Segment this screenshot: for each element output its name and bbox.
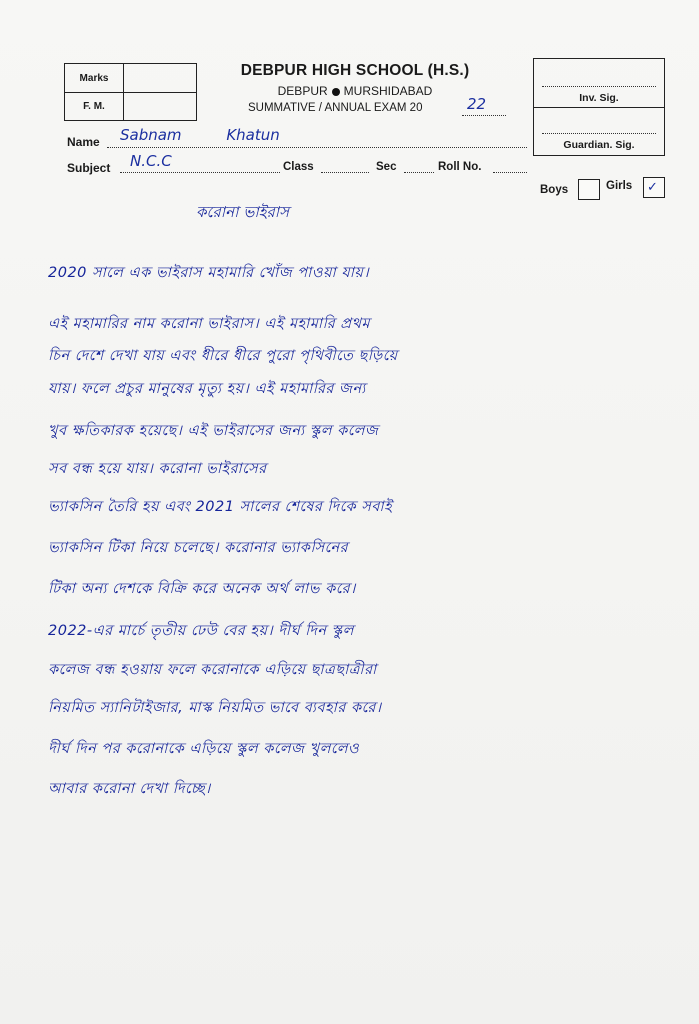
full-marks-row	[65, 92, 196, 120]
roll-line	[493, 172, 527, 173]
inv-sig-label: Inv. Sig.	[579, 92, 619, 104]
essay-line: এই মহামারির নাম করোনা ভাইরাস। এই মহামারি প্রথম	[48, 316, 371, 332]
essay-line: খুব ক্ষতিকারক হয়েছে। এই ভাইরাসের জন্য স্কুল কলেজ	[48, 423, 379, 439]
place-left: DEBPUR	[277, 84, 328, 98]
place-right: MURSHIDABAD	[343, 84, 433, 98]
sec-label: Sec	[376, 161, 397, 173]
marks-box	[64, 63, 197, 121]
name-value-handwritten: Sabnam Khatun	[120, 126, 280, 144]
guardian-sig-line	[542, 133, 656, 134]
check-mark-icon: ✓	[647, 179, 658, 194]
essay-line: 2022-এর মার্চে তৃতীয় ঢেউ বের হয়। দীর্ঘ দিন স্কুল	[48, 623, 354, 639]
essay-line: ভ্যাকসিন তৈরি হয় এবং 2021 সালের শেষের দিকে সবাই	[48, 499, 393, 515]
exam-label: SUMMATIVE / ANNUAL EXAM 20	[248, 102, 423, 114]
marks-row	[65, 64, 196, 93]
essay-line: 2020 সালে এক ভাইরাস মহামারি খোঁজ পাওয়া যায়।	[48, 265, 370, 281]
roll-label: Roll No.	[438, 161, 482, 173]
school-place	[210, 84, 500, 98]
essay-line: যায়। ফলে প্রচুর মানুষের মৃত্যু হয়। এই মহামারির জন্য	[48, 381, 366, 397]
signature-divider	[534, 107, 664, 108]
subject-label: Subject	[67, 161, 111, 175]
name-line	[107, 147, 527, 148]
essay-line: টিকা অন্য দেশকে বিক্রি করে অনেক অর্থ লাভ করে।	[48, 581, 356, 597]
exam-year-underline	[462, 115, 506, 116]
essay-line: কলেজ বন্ধ হওয়ায় ফলে করোনাকে এড়িয়ে ছাত্রছাত্রীরা	[48, 662, 377, 678]
signature-box	[533, 58, 665, 156]
essay-line: সব বন্ধ হয়ে যায়। করোনা ভাইরাসের	[48, 461, 267, 477]
essay-line: দীর্ঘ দিন পর করোনাকে এড়িয়ে স্কুল কলেজ খুললেও	[48, 741, 360, 757]
essay-title: করোনা ভাইরাস	[196, 203, 290, 221]
marks-label: Marks	[65, 64, 124, 92]
boys-checkbox[interactable]	[578, 179, 600, 200]
girls-label: Girls	[606, 180, 633, 192]
inv-sig-line	[542, 86, 656, 87]
full-marks-label: F. M.	[65, 92, 124, 120]
essay-line: নিয়মিত স্যানিটাইজার, মাস্ক নিয়মিত ভাবে ব্যবহার করে।	[48, 700, 382, 716]
school-name: DEBPUR HIGH SCHOOL (H.S.)	[240, 62, 470, 79]
name-label: Name	[67, 135, 100, 149]
subject-value-handwritten: N.C.C	[130, 152, 172, 170]
girls-checkbox[interactable]	[643, 177, 665, 198]
subject-line	[120, 172, 280, 173]
essay-line: চিন দেশে দেখা যায় এবং ধীরে ধীরে পুরো পৃথিবীতে ছড়িয়ে	[48, 348, 398, 364]
boys-label: Boys	[540, 184, 569, 196]
bullet-dot-icon	[332, 88, 340, 96]
essay-line: ভ্যাকসিন টিকা নিয়ে চলেছে। করোনার ভ্যাকসিনের	[48, 540, 349, 556]
exam-year-handwritten: 22	[467, 95, 487, 113]
class-line	[321, 172, 369, 173]
essay-line: আবার করোনা দেখা দিচ্ছে।	[48, 781, 211, 797]
guardian-sig-label: Guardian. Sig.	[563, 139, 635, 151]
sec-line	[404, 172, 434, 173]
class-label: Class	[283, 161, 314, 173]
